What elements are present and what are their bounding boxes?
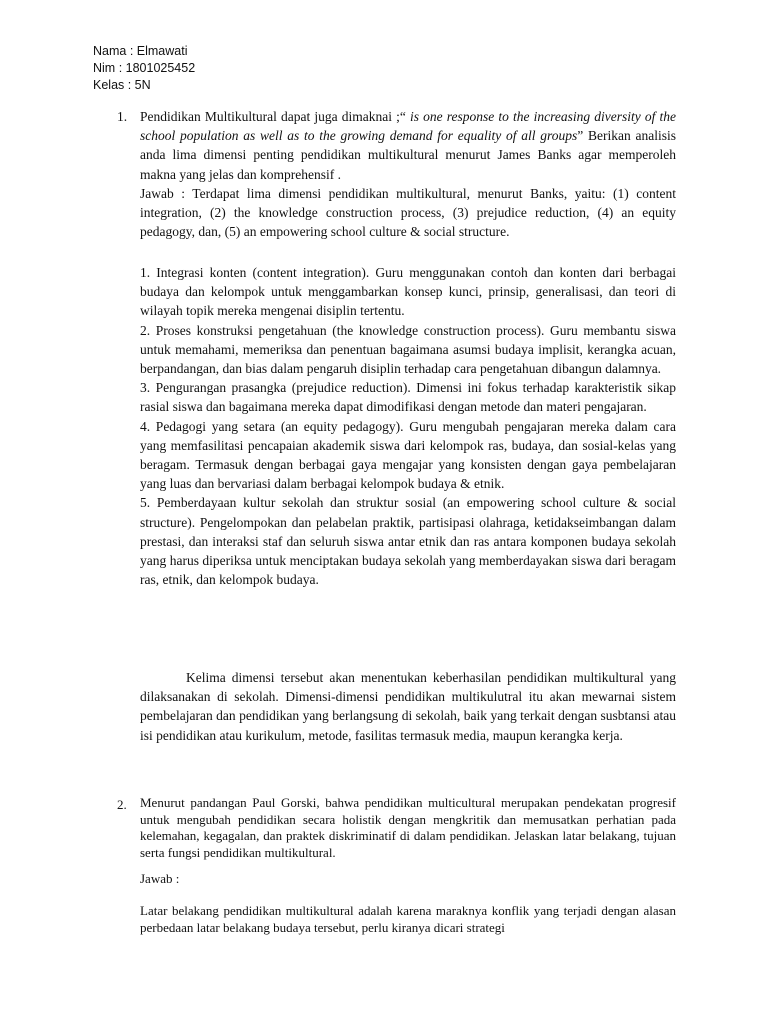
question-1-number: 1. (117, 109, 128, 124)
conclusion-paragraph: Kelima dimensi tersebut akan menentukan keberhasilan pendidikan multikultural yang dilaksanakan di sekolah. Dimensi-dimensi pendidikan multikulutral itu akan mewarnai sistem pembelajaran dan pendidikan yang berlangsung di sekolah, baik yang terkait dengan susbtansi atau isi pendidikan atau kurikulum, metode, fasilitas termasuk media, maupun kerangka kerja. (140, 670, 676, 743)
question-2-jawab (140, 870, 676, 887)
dimension-list (140, 263, 676, 589)
student-class: Kelas : 5N (93, 78, 151, 92)
question-1-text-a: Pendidikan Multikultural dapat juga dimaknai ;“ (140, 109, 406, 124)
question-2-answer-text: Latar belakang pendidikan multikultural adalah karena maraknya konflik yang terjadi dengan alasan perbedaan latar belakang budaya tersebut, perlu kiranya dicari strategi (140, 903, 676, 935)
dimension-item: 2. Proses konstruksi pengetahuan (the knowledge construction process). Guru membantu siswa untuk memahami, memeriksa dan penentuan bagaimana asumsi budaya implisit, kerangka acuan, berpandangan, dan bias dalam pengaruh disiplin terhadap cara pengetahuan dibangun dalamnya. (140, 322, 676, 377)
dimension-item: 5. Pemberdayaan kultur sekolah dan struktur sosial (an empowering school culture & social structure). Pengelompokan dan pelabelan praktik, partisipasi olahraga, ketidakseimbangan dalam prestasi, dan interaksi staf dan seluruh siswa antar etnik dan ras antara komponen budaya sekolah yang harus diperiksa untuk menciptakan budaya sekolah yang memberdayakan siswa dari beragam ras, etnik, dan kelompok budaya. (140, 495, 676, 588)
question-1-text-b: ” Berikan analisis anda lima dimensi penting pendidikan multikultural menurut James Banks agar memperoleh makna yang jelas dan komprehensif . (140, 128, 676, 182)
dimension-item: 1. Integrasi konten (content integration). Guru menggunakan contoh dan konten dari berbagai budaya dan kelompok untuk menggambarkan konsep kunci, prinsip, generalisasi, dan teori di wilayah topik mereka mengenai disiplin tertentu. (140, 265, 676, 319)
question-2-number: 2. (117, 797, 127, 812)
question-1-answer-intro: Jawab : Terdapat lima dimensi pendidikan multikultural, menurut Banks, yaitu: (1) content integration, (2) the knowledge construction process, (3) prejudice reduction, (4) an equity pedagogy, dan, (5) an empowering school culture & social structure. (140, 185, 676, 240)
question-1-quote: is one response to the increasing diversity of the school population as well as to the growing demand for equality of all groups (140, 109, 676, 144)
dimension-item: 4. Pedagogi yang setara (an equity pedagogy). Guru mengubah pengajaran mereka dalam cara yang memfasilitasi pencapaian akademik siswa dari kelompok ras, budaya, dan sosial-kelas yang beragam. Termasuk dengan berbagai gaya mengajar yang konsisten dengan gaya pembelajaran yang luas dan bervariasi dalam berbagai kelompok budaya & etnik. (140, 418, 676, 492)
question-1-conclusion (140, 668, 676, 745)
question-2-answer (140, 902, 676, 936)
student-nim: Nim : 1801025452 (93, 61, 196, 75)
question-2-jawab-label: Jawab : (140, 871, 180, 886)
question-1-prompt (140, 107, 676, 241)
dimension-item: 3. Pengurangan prasangka (prejudice reduction). Dimensi ini fokus terhadap karakteristik sikap rasial siswa dan bagaimana mereka dapat dimodifikasi dengan metode dan materi pengajaran. (140, 380, 676, 415)
question-2-prompt (140, 795, 676, 861)
student-name: Nama : Elmawati (93, 44, 188, 58)
student-header (93, 43, 195, 94)
question-2-text: Menurut pandangan Paul Gorski, bahwa pendidikan multicultural merupakan pendekatan progresif untuk mengubah pendidikan secara holistik dengan mengkritik dan memusatkan perhatian pada kelemahan, kegagalan, dan praktek diskriminatif di dalam pendidikan. Jelaskan latar belakang, tujuan serta fungsi pendidikan multikultural. (140, 795, 676, 860)
